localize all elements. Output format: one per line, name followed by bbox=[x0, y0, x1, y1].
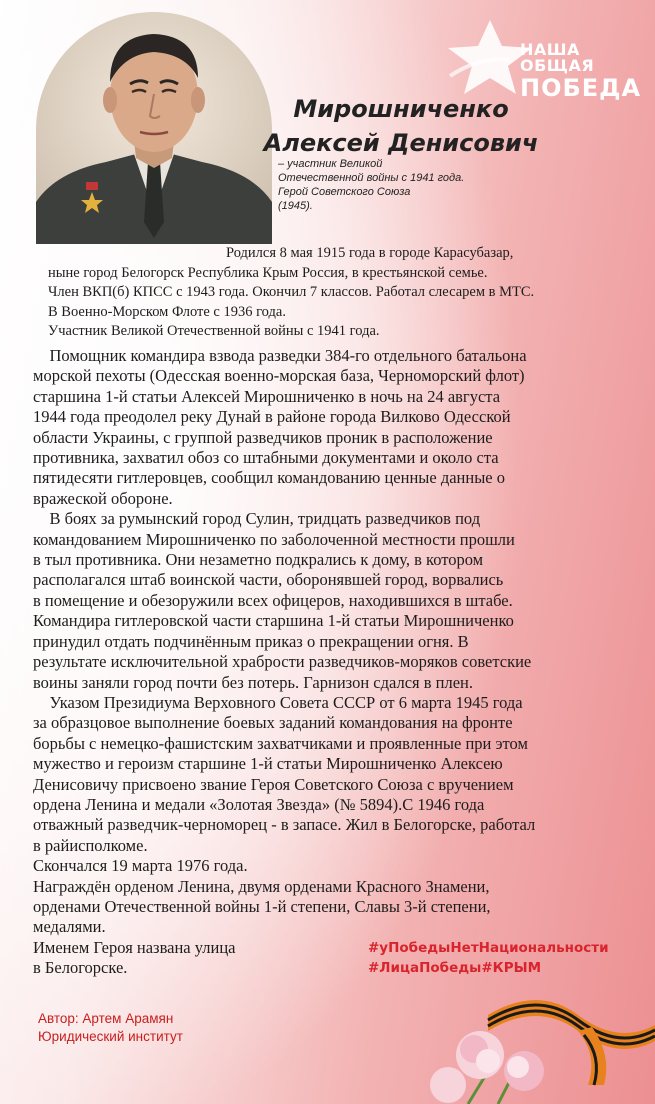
biography-text bbox=[33, 346, 633, 979]
biography-line: Помощник командира взвода разведки 384-го отдельного батальона bbox=[33, 346, 527, 365]
biography-line: Указом Президиума Верховного Совета СССР от 6 марта 1945 года bbox=[33, 692, 523, 712]
intro-line: Участник Великой Отечественной войны с 1941 года. bbox=[48, 323, 380, 339]
biography-line: за образцовое выполнение боевых заданий командования на фронте bbox=[33, 713, 513, 733]
biography-line: пятидесяти гитлеровцев, сообщил командованию ценные данные о bbox=[33, 468, 505, 488]
logo-line-1: НАША ОБЩАЯ bbox=[520, 40, 595, 75]
biography-line: результате исключительной храбрости разведчиков-моряков советские bbox=[33, 652, 532, 672]
hero-subtitle bbox=[278, 157, 508, 213]
logo-line-2: ПОБЕДА bbox=[520, 74, 642, 102]
hashtag-line-2: #ЛицаПобеды#КРЫМ bbox=[368, 960, 542, 976]
biography-line: мужество и героизм старшине 1-й статьи Мирошниченко Алексею bbox=[33, 754, 503, 774]
intro-line: В Военно-Морском Флоте с 1936 года. bbox=[48, 303, 286, 320]
intro-line: ныне город Белогорск Республика Крым Россия, в крестьянской семье. bbox=[48, 264, 488, 281]
biography-line: в помещение и обезоружили всех офицеров, находившихся в штабе. bbox=[33, 590, 513, 610]
biography-line: располагался штаб воинской части, оборонявшей город, ворвались bbox=[33, 570, 504, 590]
subtitle-line: Герой Советского Союза bbox=[278, 186, 411, 198]
hero-name bbox=[236, 92, 566, 160]
biography-line: Командира гитлеровской части старшина 1-й статьи Мирошниченко bbox=[33, 611, 514, 631]
biography-line: в Белогорске. bbox=[33, 958, 128, 978]
hero-surname: Мирошниченко bbox=[293, 95, 509, 123]
intro-line: Член ВКП(б) КПСС с 1943 года. Окончил 7 классов. Работал слесарем в МТС. bbox=[48, 284, 535, 300]
author-credit bbox=[38, 1010, 183, 1046]
biography-line: в райисполкоме. bbox=[33, 835, 148, 855]
biography-line: принудил отдать подчинённым приказ о прекращении огня. В bbox=[33, 631, 469, 651]
biography-line: ордена Ленина и медали «Золотая Звезда» (№ 5894).С 1946 года bbox=[33, 794, 485, 814]
biography-line: вражеской обороне. bbox=[33, 488, 173, 508]
biography-line: Награждён орденом Ленина, двумя орденами Красного Знамени, bbox=[33, 876, 490, 896]
intro-line: Родился 8 мая 1915 года в городе Карасубазар, bbox=[226, 245, 514, 261]
hero-given-names: Алексей Денисович bbox=[263, 129, 539, 157]
biography-line: В боях за румынский город Сулин, тридцать разведчиков под bbox=[33, 509, 481, 529]
biography-line: медалями. bbox=[33, 917, 106, 937]
biography-line: воины заняли город почти без потерь. Гарнизон сдался в плен. bbox=[33, 672, 473, 692]
carnation-ribbon-icon bbox=[428, 975, 655, 1104]
biography-line: морской пехоты (Одесская военно-морская база, Черноморский флот) bbox=[33, 366, 525, 386]
subtitle-line: Отечественной войны с 1941 года. bbox=[278, 172, 465, 184]
biography-line: противника, захватил обоз со штабными документами и около ста bbox=[33, 448, 499, 468]
biography-line: командованием Мирошниченко по заболоченной местности прошли bbox=[33, 529, 515, 549]
hashtag-line-1: #уПобедыНетНациональности bbox=[368, 940, 609, 956]
biography-line: Денисовичу присвоено звание Героя Советского Союза с вручением bbox=[33, 774, 514, 794]
biography-line: орденами Отечественной войны 1-й степени, Славы 3-й степени, bbox=[33, 896, 491, 916]
subtitle-line: (1945). bbox=[278, 200, 313, 212]
author-name: Автор: Артем Арамян bbox=[38, 1011, 174, 1026]
biography-line: отважный разведчик-черноморец - в запасе. Жил в Белогорске, работал bbox=[33, 815, 536, 835]
author-institute: Юридический институт bbox=[38, 1029, 183, 1044]
intro-paragraph bbox=[48, 244, 648, 342]
biography-line: области Украины, с группой разведчиков проник в расположение bbox=[33, 427, 493, 447]
biography-line: Скончался 19 марта 1976 года. bbox=[33, 856, 248, 876]
biography-line: в тыл противника. Они незаметно подкрались к дому, в котором bbox=[33, 550, 484, 570]
biography-line: 1944 года преодолел реку Дунай в районе города Вилково Одесской bbox=[33, 407, 511, 427]
hashtags bbox=[368, 938, 653, 978]
biography-line: старшина 1-й статьи Алексей Мирошниченко в ночь на 24 августа bbox=[33, 386, 501, 406]
victory-logo bbox=[440, 16, 650, 102]
biography-line: борьбы с немецко-фашистским захватчиками и проявленные при этом bbox=[33, 733, 528, 753]
subtitle-line: – участник Великой bbox=[278, 158, 383, 170]
biography-line: Именем Героя названа улица bbox=[33, 937, 236, 957]
